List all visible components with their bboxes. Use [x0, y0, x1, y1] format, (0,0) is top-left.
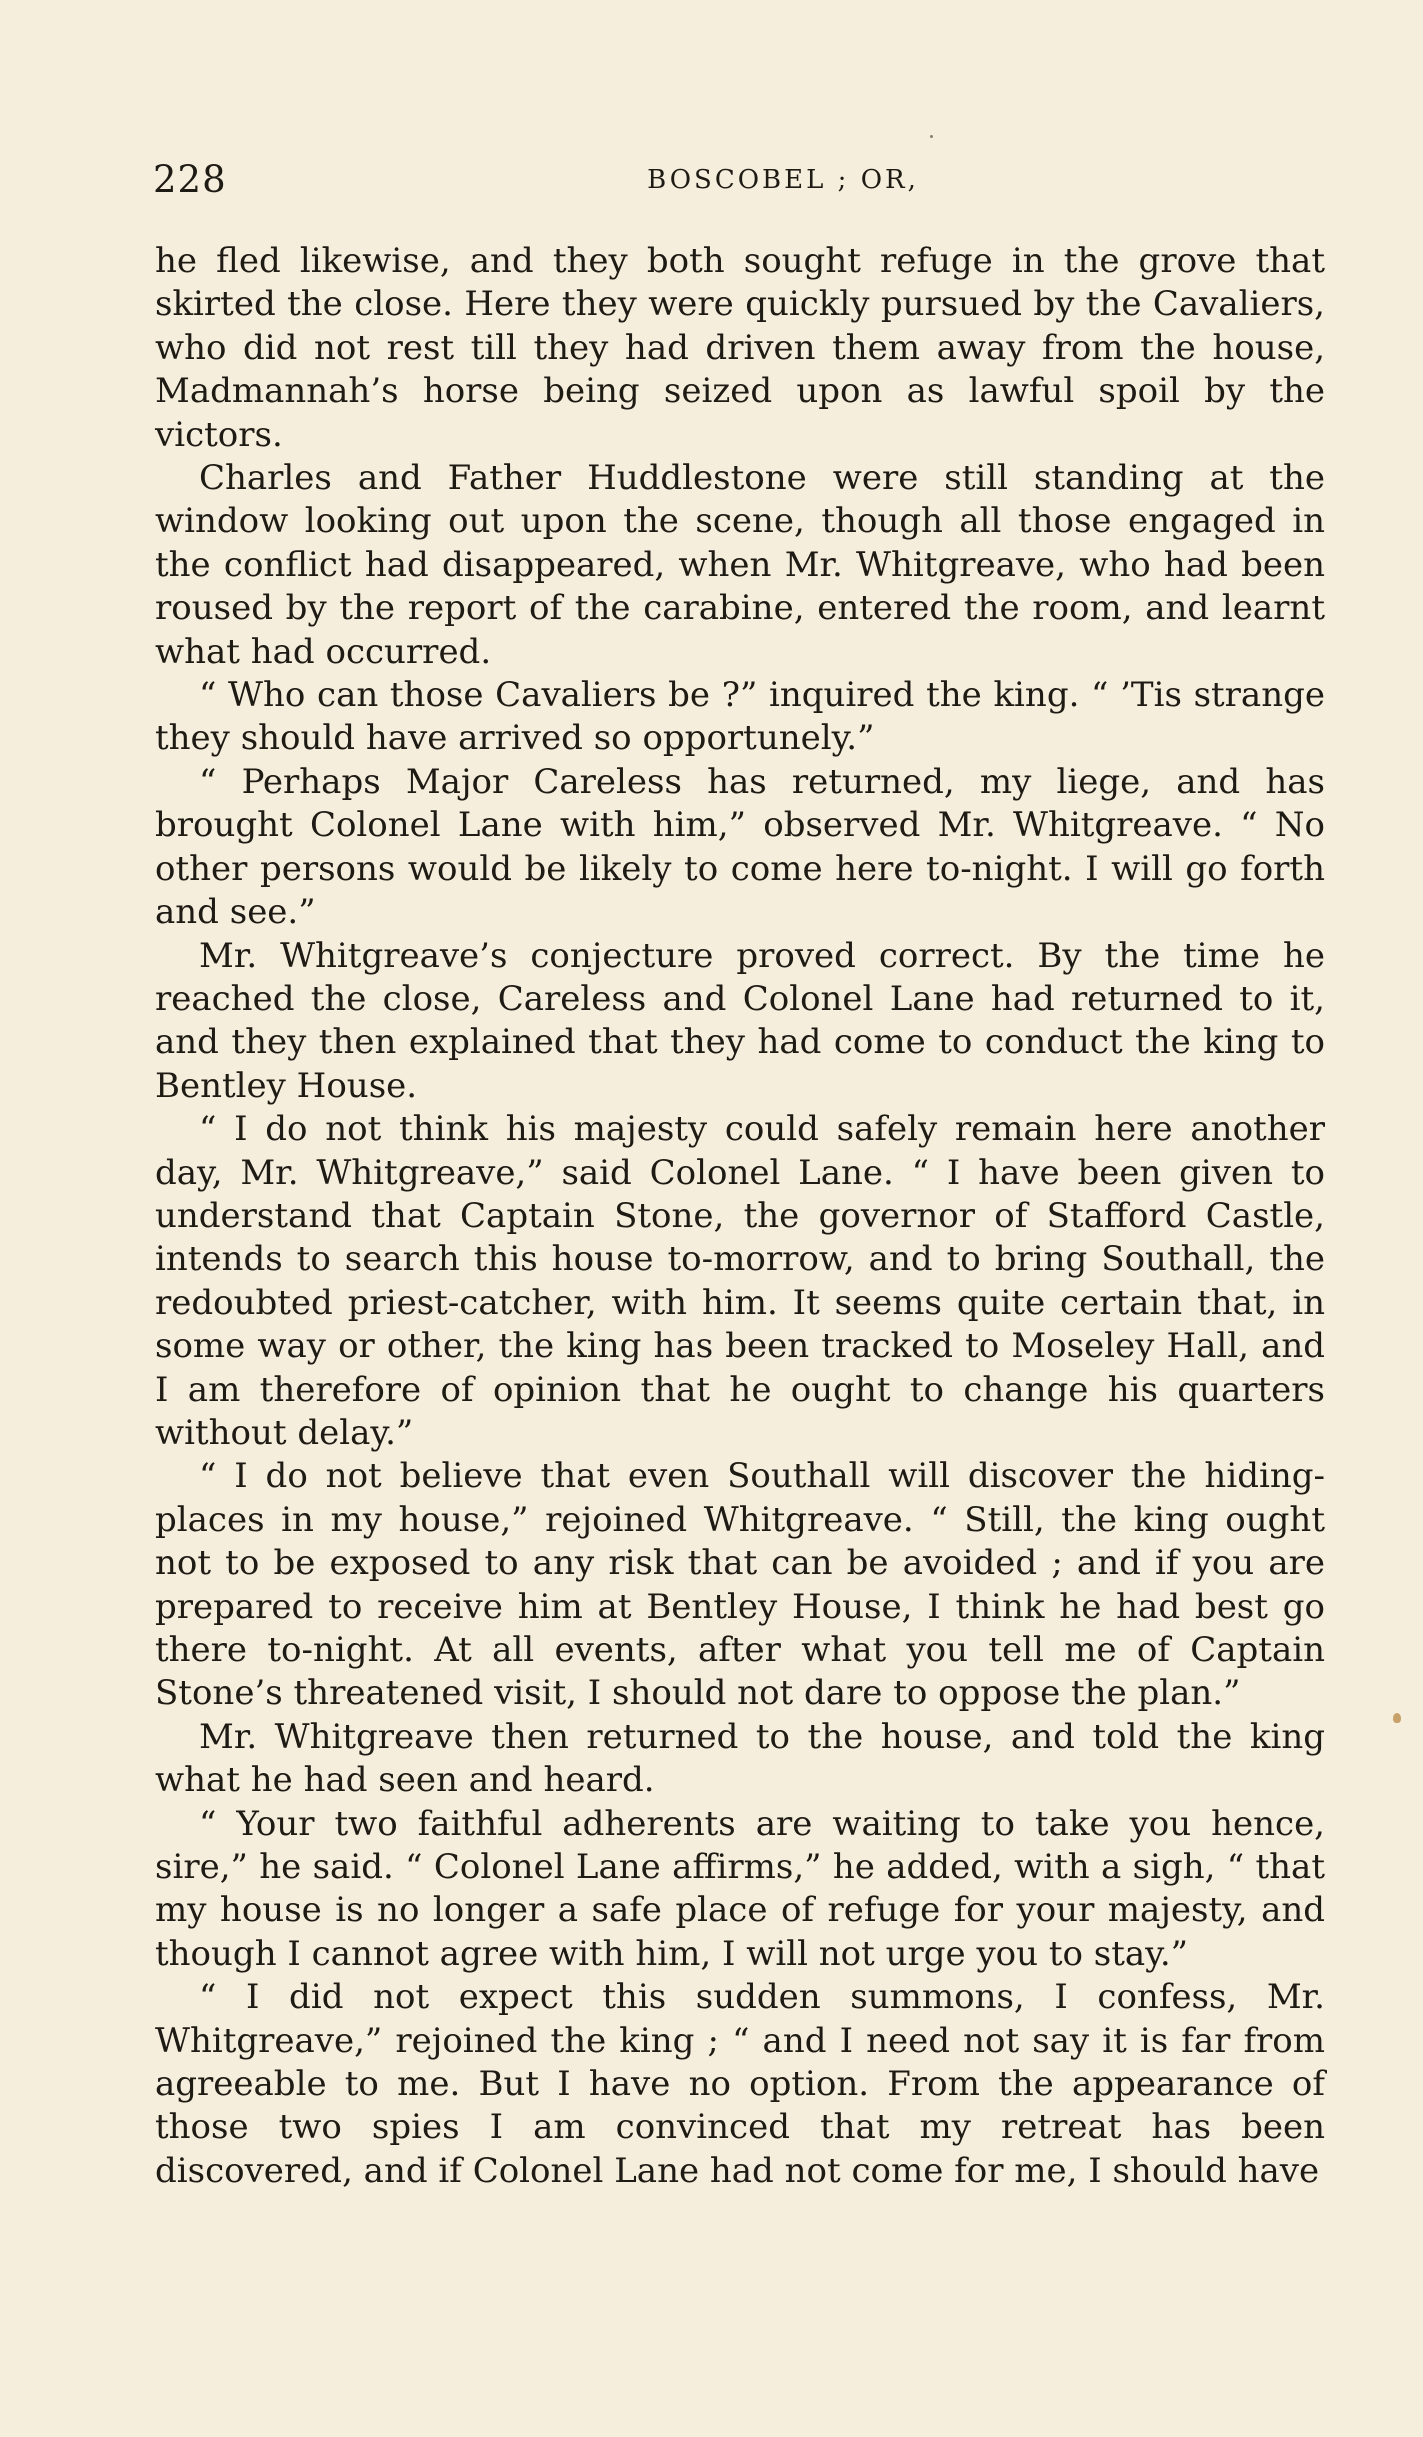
- paragraph: he fled likewise, and they both sought refuge in the grove that skirted the close. Here they were quickly pursued by the Cavaliers, who did not rest till they had driven them away from the house, Madmannah’s horse being seized upon as lawful spoil by the victors.: [155, 241, 1325, 455]
- paragraph: Mr. Whitgreave then returned to the house, and told the king what he had seen and heard.: [155, 1716, 1325, 1801]
- page-number: 228: [153, 158, 227, 201]
- ink-stain: [1393, 1713, 1401, 1723]
- paragraph: “ Perhaps Major Careless has returned, my liege, and has brought Colonel Lane with him,” observed Mr. Whitgreave. “ No other persons would be likely to come here to-night. I will go forth and see.”: [155, 761, 1325, 933]
- paragraph: “ I do not think his majesty could safely remain here another day, Mr. Whitgreave,” said Colonel Lane. “ I have been given to understand that Captain Stone, the governor of Stafford Castle, intends to search this house to-morrow, and to bring Southall, the redoubted priest-catcher, with him. It seems quite certain that, in some way or other, the king has been tracked to Moseley Hall, and I am therefore of opinion that he ought to change his quarters without delay.”: [155, 1109, 1325, 1453]
- page-header: [153, 158, 1323, 208]
- running-head: BOSCOBEL ; OR,: [647, 165, 919, 195]
- paragraph: “ I do not believe that even Southall will discover the hiding-places in my house,” rejoined Whitgreave. “ Still, the king ought not to be exposed to any risk that can be avoided ; and if you are prepared to receive him at Bentley House, I think he had best go there to-night. At all events, after what you tell me of Captain Stone’s threatened visit, I should not dare to oppose the plan.”: [155, 1456, 1325, 1714]
- print-speck: [930, 135, 933, 138]
- paragraph: Charles and Father Huddlestone were still standing at the window looking out upon the scene, though all those engaged in the conflict had disappeared, when Mr. Whitgreave, who had been roused by the report of the carabine, entered the room, and learnt what had occurred.: [155, 458, 1325, 672]
- paragraph: “ Your two faithful adherents are waiting to take you hence, sire,” he said. “ Colonel Lane affirms,” he added, with a sigh, “ that my house is no longer a safe place of refuge for your majesty, and though I cannot agree with him, I will not urge you to stay.”: [155, 1803, 1325, 1974]
- paragraph: “ Who can those Cavaliers be ?” inquired the king. “ ’Tis strange they should have arrived so opportunely.”: [155, 675, 1325, 759]
- paragraph: Mr. Whitgreave’s conjecture proved correct. By the time he reached the close, Careless and Colonel Lane had returned to it, and they then explained that they had come to conduct the king to Bentley House.: [155, 935, 1325, 1106]
- body-text: [155, 240, 1325, 2193]
- paragraph: “ I did not expect this sudden summons, I confess, Mr. Whitgreave,” rejoined the king ; “ and I need not say it is far from agreeable to me. But I have no option. From the appearance of those two spies I am convinced that my retreat has been discovered, and if Colonel Lane had not come for me, I should have: [155, 1977, 1325, 2191]
